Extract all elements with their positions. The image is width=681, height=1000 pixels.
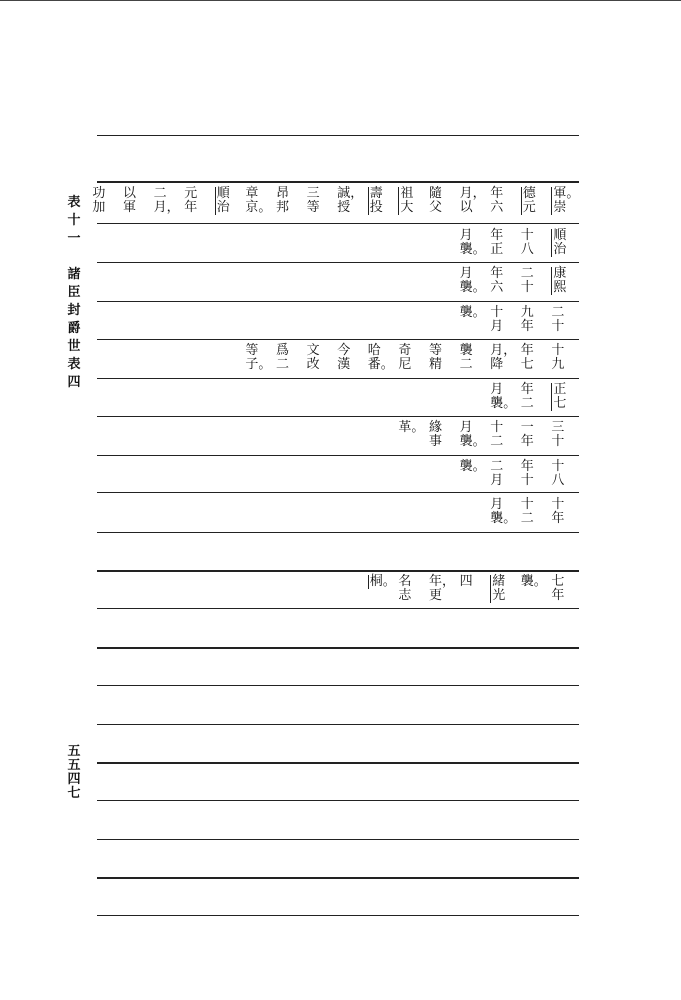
table-cell-column	[521, 306, 548, 334]
cell-line: 奇	[398, 343, 412, 358]
cell-line: 順	[216, 186, 230, 201]
cell-line: 二	[490, 434, 504, 449]
page-top-border	[0, 0, 681, 1]
table-rule	[97, 455, 579, 456]
cell-line: 二	[551, 305, 565, 320]
table-rule	[97, 647, 579, 649]
cell-line: 年	[184, 200, 198, 215]
table-cell-column	[398, 421, 425, 435]
title-char: 爵	[67, 321, 81, 336]
table-cell-column	[368, 187, 397, 215]
cell-line: 襲	[459, 343, 473, 358]
cell-line: 八	[551, 473, 565, 488]
table-cell-column	[398, 344, 425, 372]
cell-line: 誠，	[337, 186, 364, 201]
table-cell-column	[490, 460, 517, 488]
table-rule	[97, 492, 579, 493]
table-cell-column	[245, 344, 272, 372]
cell-line: 志	[398, 588, 412, 603]
cell-line: 昂	[276, 186, 290, 201]
cell-line: 年	[520, 343, 534, 358]
cell-line: 今	[337, 343, 351, 358]
table-cell-column	[521, 229, 548, 257]
table-rule	[97, 608, 579, 609]
cell-line: 軍。	[553, 186, 580, 201]
table-cell-column	[184, 187, 211, 215]
table-cell-column	[460, 267, 487, 295]
cell-line: 年，	[429, 574, 456, 589]
cell-line: 月，	[490, 343, 517, 358]
cell-line: 文	[306, 343, 320, 358]
table-cell-column	[490, 575, 519, 603]
cell-line: 月	[459, 228, 473, 243]
table-cell-column	[551, 229, 580, 257]
page-number-char: 七	[67, 786, 81, 801]
table-cell-column	[460, 575, 487, 589]
cell-line: 七	[520, 357, 534, 372]
cell-line: 投	[369, 200, 383, 215]
cell-line: 四	[459, 574, 473, 589]
cell-line: 二	[520, 511, 534, 526]
table-rule	[97, 724, 579, 725]
table-cell-column	[368, 344, 395, 372]
cell-line: 治	[216, 200, 230, 215]
table-rule	[97, 181, 579, 183]
table-cell-column	[551, 344, 578, 372]
cell-line: 熙	[553, 280, 567, 295]
cell-line: 光	[492, 588, 506, 603]
cell-line: 年	[490, 186, 504, 201]
table-cell-column	[460, 187, 487, 215]
table-rule	[97, 532, 579, 533]
cell-line: 月	[490, 319, 504, 334]
table-cell-column	[551, 575, 578, 603]
table-rule	[97, 685, 579, 686]
cell-line: 二	[276, 357, 290, 372]
cell-line: 哈	[367, 343, 381, 358]
table-rule	[97, 877, 579, 879]
table-rule	[97, 339, 579, 340]
table-cell-column	[398, 575, 425, 603]
table-cell-column	[521, 344, 548, 372]
title-char: 臣	[67, 285, 81, 300]
cell-line: 元	[522, 200, 536, 215]
cell-line: 等	[429, 343, 443, 358]
cell-line: 七	[553, 396, 567, 411]
table-cell-column	[551, 460, 578, 488]
table-cell-column	[521, 421, 548, 449]
cell-line: 月	[490, 497, 504, 512]
title-char	[72, 250, 77, 263]
cell-line: 功	[92, 186, 106, 201]
cell-line: 七	[551, 574, 565, 589]
cell-line: 月	[490, 473, 504, 488]
cell-line: 授	[337, 200, 351, 215]
cell-line: 襲。	[459, 242, 486, 257]
cell-line: 年	[520, 459, 534, 474]
cell-line: 京。	[245, 200, 272, 215]
cell-line: 治	[553, 242, 567, 257]
cell-line: 襲。	[459, 434, 486, 449]
cell-line: 十	[551, 319, 565, 334]
table-cell-column	[460, 421, 487, 449]
table-cell-column	[460, 460, 487, 474]
cell-line: 緒	[492, 574, 506, 589]
table-rule	[97, 416, 579, 417]
title-char: 封	[67, 303, 81, 318]
cell-line: 十	[490, 305, 504, 320]
table-cell-column	[521, 383, 548, 411]
cell-line: 二	[459, 357, 473, 372]
table-cell-column	[551, 383, 580, 411]
cell-line: 年	[490, 266, 504, 281]
table-cell-column	[490, 306, 517, 334]
cell-line: 二	[153, 186, 167, 201]
cell-line: 尼	[398, 357, 412, 372]
cell-line: 三	[306, 186, 320, 201]
cell-line: 十	[551, 497, 565, 512]
cell-line: 十	[520, 473, 534, 488]
table-cell-column	[429, 421, 456, 449]
cell-line: 元	[184, 186, 198, 201]
table-cell-column	[521, 187, 550, 215]
cell-line: 加	[92, 200, 106, 215]
table-cell-column	[337, 344, 364, 372]
table-rule	[97, 915, 579, 916]
cell-line: 子。	[245, 357, 272, 372]
cell-line: 襲。	[490, 396, 517, 411]
cell-line: 八	[520, 242, 534, 257]
table-cell-column	[154, 187, 181, 215]
cell-line: 番。	[367, 357, 394, 372]
table-rule	[97, 800, 579, 801]
table-rule	[97, 839, 579, 840]
table-title-vertical	[66, 196, 82, 389]
cell-line: 九	[551, 357, 565, 372]
cell-line: 祖	[400, 186, 414, 201]
cell-line: 十	[551, 434, 565, 449]
cell-line: 大	[400, 200, 414, 215]
cell-line: 壽	[369, 186, 383, 201]
table-cell-column	[276, 344, 303, 372]
cell-line: 崇	[553, 200, 567, 215]
cell-line: 正	[490, 242, 504, 257]
cell-line: 三	[551, 420, 565, 435]
table-cell-column	[551, 306, 578, 334]
cell-line: 年	[551, 588, 565, 603]
cell-line: 年	[520, 434, 534, 449]
cell-line: 正	[553, 382, 567, 397]
title-char: 十	[67, 213, 81, 228]
page-number-char: 四	[67, 772, 81, 787]
cell-line: 年	[551, 511, 565, 526]
cell-line: 更	[429, 588, 443, 603]
cell-line: 一	[520, 420, 534, 435]
page-number-vertical	[66, 745, 82, 800]
table-cell-column	[460, 229, 487, 257]
table-rule	[97, 378, 579, 379]
table-cell-column	[460, 344, 487, 372]
table-rule	[97, 223, 579, 224]
cell-line: 順	[553, 228, 567, 243]
cell-line: 年	[520, 382, 534, 397]
cell-line: 月	[490, 382, 504, 397]
cell-line: 康	[553, 266, 567, 281]
page-number-char: 五	[67, 758, 81, 773]
cell-line: 以	[123, 186, 137, 201]
table-cell-column	[490, 344, 517, 372]
cell-line: 月，	[459, 186, 486, 201]
title-char: 四	[67, 375, 81, 390]
cell-line: 隨	[429, 186, 443, 201]
title-char: 諸	[67, 267, 81, 282]
cell-line: 緣	[429, 420, 443, 435]
cell-line: 事	[429, 434, 443, 449]
table-rule	[97, 570, 579, 572]
table-rule	[97, 762, 579, 764]
cell-line: 十	[520, 228, 534, 243]
table-cell-column	[460, 306, 487, 320]
cell-line: 漢	[337, 357, 351, 372]
cell-line: 邦	[276, 200, 290, 215]
cell-line: 精	[429, 357, 443, 372]
table-cell-column	[490, 421, 517, 449]
cell-line: 襲。	[459, 280, 486, 295]
cell-line: 爲	[276, 343, 290, 358]
table-cell-column	[490, 498, 517, 526]
table-cell-column	[521, 498, 548, 526]
cell-line: 十	[520, 497, 534, 512]
table-cell-column	[307, 187, 334, 215]
table-cell-column	[429, 187, 456, 215]
title-char: 一	[67, 231, 81, 246]
cell-line: 十	[551, 343, 565, 358]
cell-line: 以	[459, 200, 473, 215]
table-rule	[97, 135, 579, 136]
cell-line: 軍	[123, 200, 137, 215]
cell-line: 父	[429, 200, 443, 215]
cell-line: 改	[306, 357, 320, 372]
cell-line: 二	[520, 396, 534, 411]
table-cell-column	[429, 575, 456, 603]
table-cell-column	[490, 229, 517, 257]
cell-line: 等	[306, 200, 320, 215]
cell-line: 降	[490, 357, 504, 372]
table-cell-column	[398, 187, 427, 215]
table-rule	[97, 262, 579, 263]
table-cell-column	[490, 383, 517, 411]
cell-line: 六	[490, 280, 504, 295]
cell-line: 月	[459, 420, 473, 435]
table-cell-column	[490, 187, 517, 215]
table-cell-column	[551, 267, 580, 295]
cell-line: 襲。	[459, 305, 486, 320]
cell-line: 襲。	[490, 511, 517, 526]
cell-line: 十	[551, 459, 565, 474]
table-cell-column	[521, 267, 548, 295]
table-cell-column	[429, 344, 456, 372]
table-cell-column	[368, 575, 397, 589]
table-cell-column	[551, 187, 580, 215]
table-cell-column	[215, 187, 244, 215]
cell-line: 名	[398, 574, 412, 589]
table-cell-column	[551, 421, 578, 449]
cell-line: 十	[490, 420, 504, 435]
cell-line: 六	[490, 200, 504, 215]
table-cell-column	[276, 187, 303, 215]
cell-line: 德	[522, 186, 536, 201]
cell-line: 桐。	[369, 574, 396, 589]
cell-line: 革。	[398, 420, 425, 435]
cell-line: 年	[520, 319, 534, 334]
table-cell-column	[92, 187, 119, 215]
table-cell-column	[123, 187, 150, 215]
cell-line: 十	[520, 280, 534, 295]
table-cell-column	[307, 344, 334, 372]
cell-line: 二	[520, 266, 534, 281]
table-cell-column	[521, 575, 548, 589]
cell-line: 月	[459, 266, 473, 281]
page-number-char: 五	[67, 744, 81, 759]
title-char: 世	[67, 339, 81, 354]
cell-line: 九	[520, 305, 534, 320]
cell-line: 章	[245, 186, 259, 201]
title-char: 表	[67, 357, 81, 372]
table-cell-column	[337, 187, 364, 215]
title-char: 表	[67, 195, 81, 210]
cell-line: 二	[490, 459, 504, 474]
cell-line: 襲。	[520, 574, 547, 589]
cell-line: 襲。	[459, 459, 486, 474]
table-rule	[97, 301, 579, 302]
cell-line: 年	[490, 228, 504, 243]
cell-line: 月，	[153, 200, 180, 215]
cell-line: 等	[245, 343, 259, 358]
table-cell-column	[551, 498, 578, 526]
table-cell-column	[245, 187, 272, 215]
table-cell-column	[490, 267, 517, 295]
table-cell-column	[521, 460, 548, 488]
